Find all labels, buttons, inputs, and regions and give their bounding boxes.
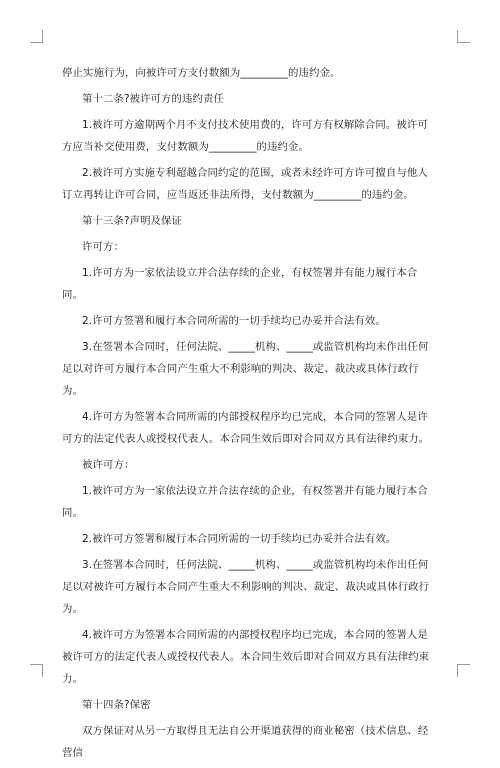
paragraph: 2.被许可方签署和履行本合同所需的一切手续均已办妥并合法有效。 <box>82 533 397 545</box>
paragraph: 3.在签署本合同时，任何法院、_____机构、_____或监管机构均未作出任何足以对许可方履行本合同产生重大不利影响的判决、裁定、裁决或具体行政行为。 <box>62 341 429 397</box>
crop-mark-top-right <box>457 30 470 43</box>
paragraph: 1.被许可方逾期两个月不支付技术使用费的，许可方有权解除合同。被许可方应当补交使用费，支付数额为_________的违约金。 <box>62 119 428 153</box>
paragraph: 1.许可方为一家依法设立并合法存续的企业，有权签署并有能力履行本合同。 <box>62 267 418 301</box>
section-heading-12: 第十二条?被许可方的违约责任 <box>82 93 224 105</box>
crop-mark-bottom-left <box>30 664 43 677</box>
party-label-licensee: 被许可方： <box>82 459 135 471</box>
document-page <box>62 62 438 768</box>
section-heading-13: 第十三条?声明及保证 <box>82 215 183 227</box>
paragraph: 4.许可方为签署本合同所需的内部授权程序均已完成，本合同的签署人是许可方的法定代表人或授权代表人。本合同生效后即对合同双方具有法律约束力。 <box>62 411 430 445</box>
party-label-licensor: 许可方： <box>82 241 124 253</box>
section-heading-14: 第十四条?保密 <box>82 699 151 711</box>
paragraph: 4.被许可方为签署本合同所需的内部授权程序均已完成，本合同的签署人是被许可方的法定代表人或授权代表人。本合同生效后即对合同双方具有法律约束力。 <box>62 629 430 685</box>
paragraph: 1.被许可方为一家依法设立并合法存续的企业，有权签署并有能力履行本合同。 <box>62 485 428 519</box>
crop-mark-top-left <box>30 30 43 43</box>
paragraph: 双方保证对从另一方取得且无法自公开渠道获得的商业秘密（技术信息、经营信 <box>62 725 429 759</box>
paragraph: 2.被许可方实施专利超越合同约定的范围，或者未经许可方许可擅自与他人订立再转让许可合同，应当返还非法所得，支付数额为_________的违约金。 <box>62 167 428 201</box>
crop-mark-bottom-right <box>457 664 470 677</box>
paragraph: 2.许可方签署和履行本合同所需的一切手续均已办妥并合法有效。 <box>82 315 386 327</box>
paragraph: 停止实施行为，向被许可方支付数额为_________的违约金。 <box>62 67 341 79</box>
paragraph: 3.在签署本合同时，任何法院、_____机构、_____或监管机构均未作出任何足以对被许可方履行本合同产生重大不利影响的判决、裁定、裁决或具体行政行为。 <box>62 559 430 615</box>
